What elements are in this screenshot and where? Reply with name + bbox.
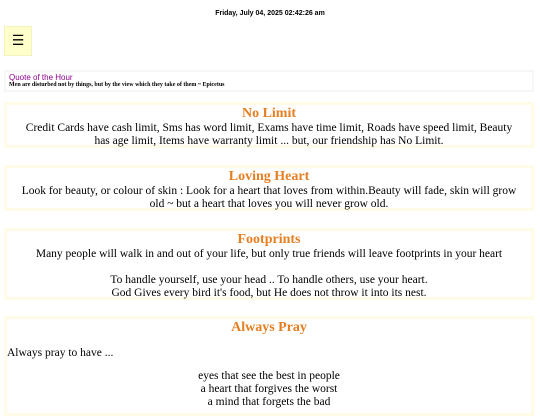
card-no-limit <box>4 102 534 148</box>
datetime-display: Friday, July 04, 2025 02:42:26 am <box>215 10 325 17</box>
card-title: Footprints <box>237 232 301 247</box>
quote-title: Quote of the Hour <box>9 73 73 82</box>
card-line: Look for beauty, or colour of skin : Look for a heart that loves from within.Beauty will fade, skin will grow <box>21 185 517 197</box>
card-footprints <box>4 228 534 300</box>
hamburger-menu-icon: ☰ <box>11 33 25 49</box>
quote-of-the-hour <box>4 70 534 92</box>
card-title: Loving Heart <box>228 169 310 184</box>
card-always-pray <box>4 316 534 416</box>
quote-text: Men are disturbed not by things, but by the view which they take of them ~ Epicetus <box>9 82 225 88</box>
card-line: old ~ but a heart that loves you will never grow old. <box>149 198 389 210</box>
card-loving-heart <box>4 165 534 211</box>
card-line: has age limit, Items have warranty limit ... but, our friendship has No Limit. <box>94 135 444 147</box>
menu-button[interactable] <box>4 26 32 56</box>
card-line: Many people will walk in and out of your life, but only true friends will leave footprints in your heart <box>35 248 503 260</box>
card-line: Credit Cards have cash limit, Sms has word limit, Exams have time limit, Roads have speed limit, Beauty <box>25 122 513 134</box>
card-line: God Gives every bird it's food, but He does not throw it into its nest. <box>111 287 427 299</box>
card-line: a heart that forgives the worst <box>200 383 338 395</box>
card-line: eyes that see the best in people <box>198 370 340 382</box>
card-title: No Limit <box>241 106 297 121</box>
card-line: a mind that forgets the bad <box>207 396 331 408</box>
card-intro: Always pray to have ... <box>7 347 114 359</box>
card-title: Always Pray <box>231 320 307 335</box>
card-line: To handle yourself, use your head .. To handle others, use your heart. <box>110 274 428 286</box>
